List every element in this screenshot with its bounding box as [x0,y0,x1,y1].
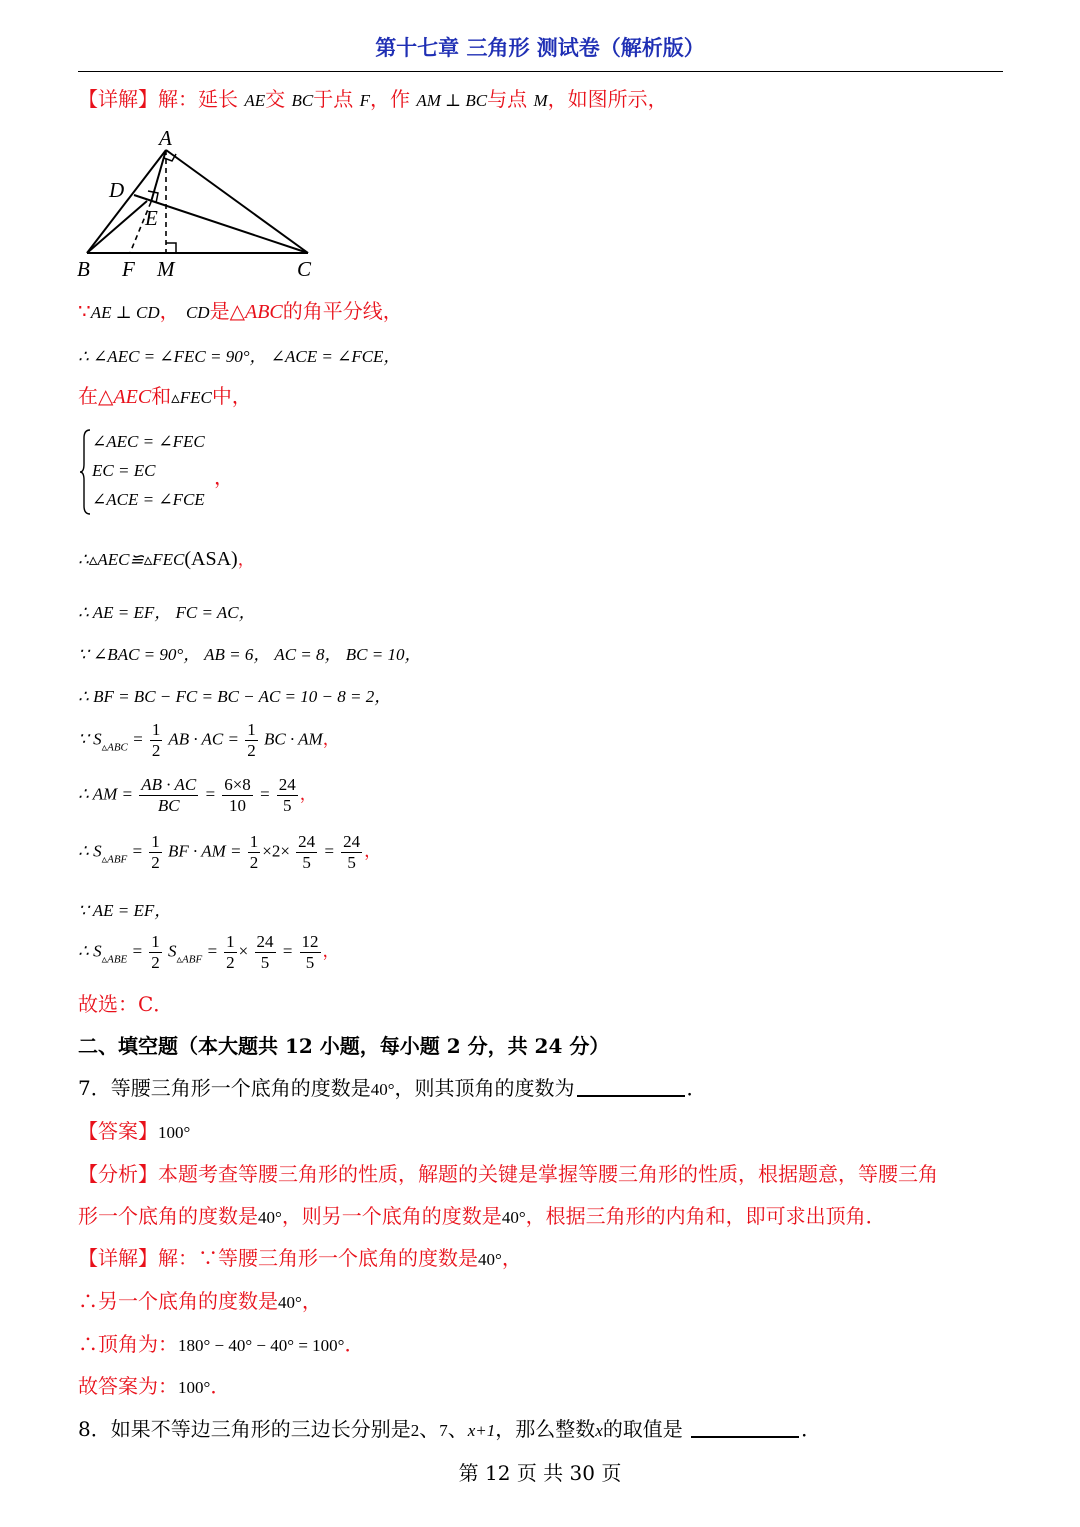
math: 180° − 40° − 40° = 100° [178,1336,345,1355]
text: ， [322,729,340,749]
math: BF · AM = [168,841,246,861]
fraction [149,932,162,973]
proof-line-4 [78,545,255,571]
text: ∴顶角为： [78,1332,178,1356]
math: AE [244,91,266,110]
label-f: F [122,257,135,281]
question-7-final-answer [78,1373,230,1401]
label-c: C [297,257,312,281]
proof-line-7: ∴ BF = BC − FC = BC − AC = 10 − 8 = 2， [78,687,392,706]
text: 24 [298,832,316,851]
text: 2 [151,853,160,872]
math: ABC [244,301,283,323]
math: ∴ S [78,941,102,961]
math: ▵ABE [101,953,128,966]
math: 2 [410,1421,420,1440]
text: 5 [283,796,292,815]
text: 7．等腰三角形一个底角的度数是 [78,1076,371,1100]
fraction [222,775,253,816]
text: 5 [347,853,356,872]
answer-blank[interactable] [691,1418,799,1438]
math: = [127,941,148,961]
text: 8．如果不等边三角形的三边长分别是 [78,1417,411,1441]
proof-line-11: ∵ AE = EF， [78,901,172,920]
text: ． [344,1332,365,1356]
fraction [300,932,321,973]
proof-line-3 [78,383,252,411]
text: 本题考查等腰三角形的性质，解题的关键是掌握等腰三角形的性质，根据题意，等腰三角 [158,1162,938,1186]
answer-value: 100° [158,1123,191,1142]
text: ， [301,1289,322,1313]
math: = [200,784,221,804]
question-7-stem [78,1075,707,1103]
text: 1 [226,932,235,951]
detail-tag: 【详解】 [78,87,158,111]
text: 5 [260,953,270,972]
math: ▵ABC [101,741,128,754]
proof-line-1 [78,298,403,326]
text: 2 [249,853,259,872]
label-m: M [157,257,175,281]
text: AB · AC [141,775,197,794]
math: = [127,841,148,861]
math: S [168,941,177,961]
side-ac [166,150,308,253]
fraction [277,775,298,816]
text: 故答案为： [78,1374,178,1398]
math: 7 [439,1421,448,1440]
math: 100° [178,1378,211,1397]
left-brace [80,428,92,516]
text: 2 [226,953,235,972]
math: 40° [478,1250,502,1269]
math: ∴▵AEC≌▵FEC [78,550,185,569]
question-7-analysis-2 [78,1203,886,1231]
question-7-detail-2 [78,1288,322,1316]
answer-blank[interactable] [577,1077,685,1097]
header-rule [78,71,1003,72]
text: 中， [211,384,252,408]
text: 5 [302,853,311,872]
math: (ASA) [184,548,238,570]
text: 在△ [78,384,114,408]
text: 1 [247,720,256,739]
math: CD [185,303,210,322]
proof-line-5: ∴ AE = EF， FC = AC， [78,603,256,622]
math: x+1 [467,1421,496,1440]
fraction [149,832,162,873]
proof-line-6: ∵ ∠BAC = 90°， AB = 6， AC = 8， BC = 10， [78,645,422,664]
fraction [150,720,163,761]
label-a: A [159,126,172,150]
text: ， [322,941,340,961]
text: 交 [265,87,286,111]
text: ． [801,1417,822,1441]
text: 与点 [487,87,528,111]
fraction [139,775,198,816]
math: AB · AC = [168,729,244,749]
math: = [127,729,148,749]
text: ， [501,1246,522,1270]
text: ，如图所示， [547,87,668,111]
text: 6×8 [224,775,251,794]
math: 40° [501,1208,526,1227]
text: ． [686,1076,707,1100]
text: BC [157,796,180,815]
math: x [595,1421,603,1440]
system-eq-1: ∠AEC = ∠FEC [92,432,205,451]
math: BC [291,91,314,110]
label-b: B [77,257,90,281]
segment-be [87,201,147,253]
math: ▵FEC [171,388,212,407]
math: ×2× [262,841,290,861]
text: 24 [343,832,361,851]
page-header-title: 第十七章 三角形 测试卷（解析版） [375,36,705,60]
text: 1 [249,832,259,851]
text: ，则其顶角的度数为 [394,1076,575,1100]
math: = [202,941,223,961]
text: ， [159,299,180,323]
fraction [245,720,258,761]
text: 解：∵等腰三角形一个底角的度数是 [158,1246,478,1270]
question-8-stem [78,1416,821,1444]
text: 的角平分线， [282,299,403,323]
text: 24 [278,775,296,794]
math: M [533,91,548,110]
text: 解：延长 [158,87,238,111]
question-7-detail-3 [78,1331,364,1359]
math: BC · AM [263,729,323,749]
answer-tag: 【答案】 [78,1119,158,1143]
label-e: E [145,206,158,230]
proof-line-8 [78,720,340,761]
text: 的取值是 [602,1417,683,1441]
math: ∵ S [78,729,102,749]
text: 1 [151,832,160,851]
text: ，则另一个底角的度数是 [281,1204,502,1228]
math: × [238,941,249,961]
proof-line-12 [78,932,340,973]
math: ∴ S [78,841,102,861]
text: 24 [256,932,274,951]
text: 10 [229,796,246,815]
text: ，根据三角形的内角和，即可求出顶角． [525,1204,886,1228]
label-d: D [109,178,125,202]
text: 、 [447,1417,468,1441]
text: 2 [151,953,160,972]
proof-line-2: ∴ ∠AEC = ∠FEC = 90°， ∠ACE = ∠FCE， [78,347,401,366]
math: = [319,841,340,861]
fraction [224,932,237,973]
triangle-figure [72,125,332,285]
text: 和 [151,384,172,408]
math: 40° [278,1293,302,1312]
text: 2 [151,741,161,760]
right-angle-mark-m [166,243,176,253]
text: ，作 [369,87,410,111]
math: ∴ AM = [78,784,138,804]
math: 40° [258,1208,282,1227]
text: 5 [305,953,315,972]
text: 1 [151,932,160,951]
answer-choice: 故选：C． [78,992,174,1016]
math: AE ⊥ CD [90,303,160,322]
fraction [296,832,317,873]
proof-line-10 [78,832,381,873]
text: 、 [419,1417,440,1441]
text: ． [210,1374,231,1398]
text: 12 [301,932,319,951]
system-comma: ， [214,465,234,489]
question-7-answer [78,1118,190,1146]
detail-intro-line [78,86,668,114]
math: AEC [113,386,152,408]
math: = [254,784,275,804]
system-eq-3: ∠ACE = ∠FCE [92,490,205,509]
fraction [341,832,362,873]
detail-tag: 【详解】 [78,1246,158,1270]
math: ▵ABF [176,953,203,966]
text: ∴另一个底角的度数是 [78,1289,278,1313]
text: 于点 [313,87,354,111]
math: = [277,941,298,961]
text: ， [237,550,255,570]
text: 形一个底角的度数是 [78,1204,258,1228]
text: ， [364,841,382,861]
text: ， [299,784,317,804]
math: 40° [370,1080,395,1099]
section-2-heading: 二、填空题（本大题共 12 小题，每小题 2 分，共 24 分） [78,1034,610,1058]
fraction [248,832,261,873]
text: ，那么整数 [495,1417,596,1441]
math: F [359,91,370,110]
question-7-detail-1 [78,1245,522,1273]
math: ▵ABF [101,853,128,866]
because-symbol: ∵ [78,299,91,323]
text: 是△ [209,299,245,323]
system-eq-2: EC = EC [92,461,156,480]
analysis-tag: 【分析】 [78,1162,158,1186]
text: 1 [151,720,161,739]
segment-dc [134,195,308,253]
proof-line-9 [78,775,317,816]
page-footer: 第 12 页 共 30 页 [458,1461,622,1485]
question-7-analysis-1 [78,1161,938,1187]
fraction [255,932,276,973]
text: 2 [247,741,256,760]
math: AM ⊥ BC [416,91,488,110]
